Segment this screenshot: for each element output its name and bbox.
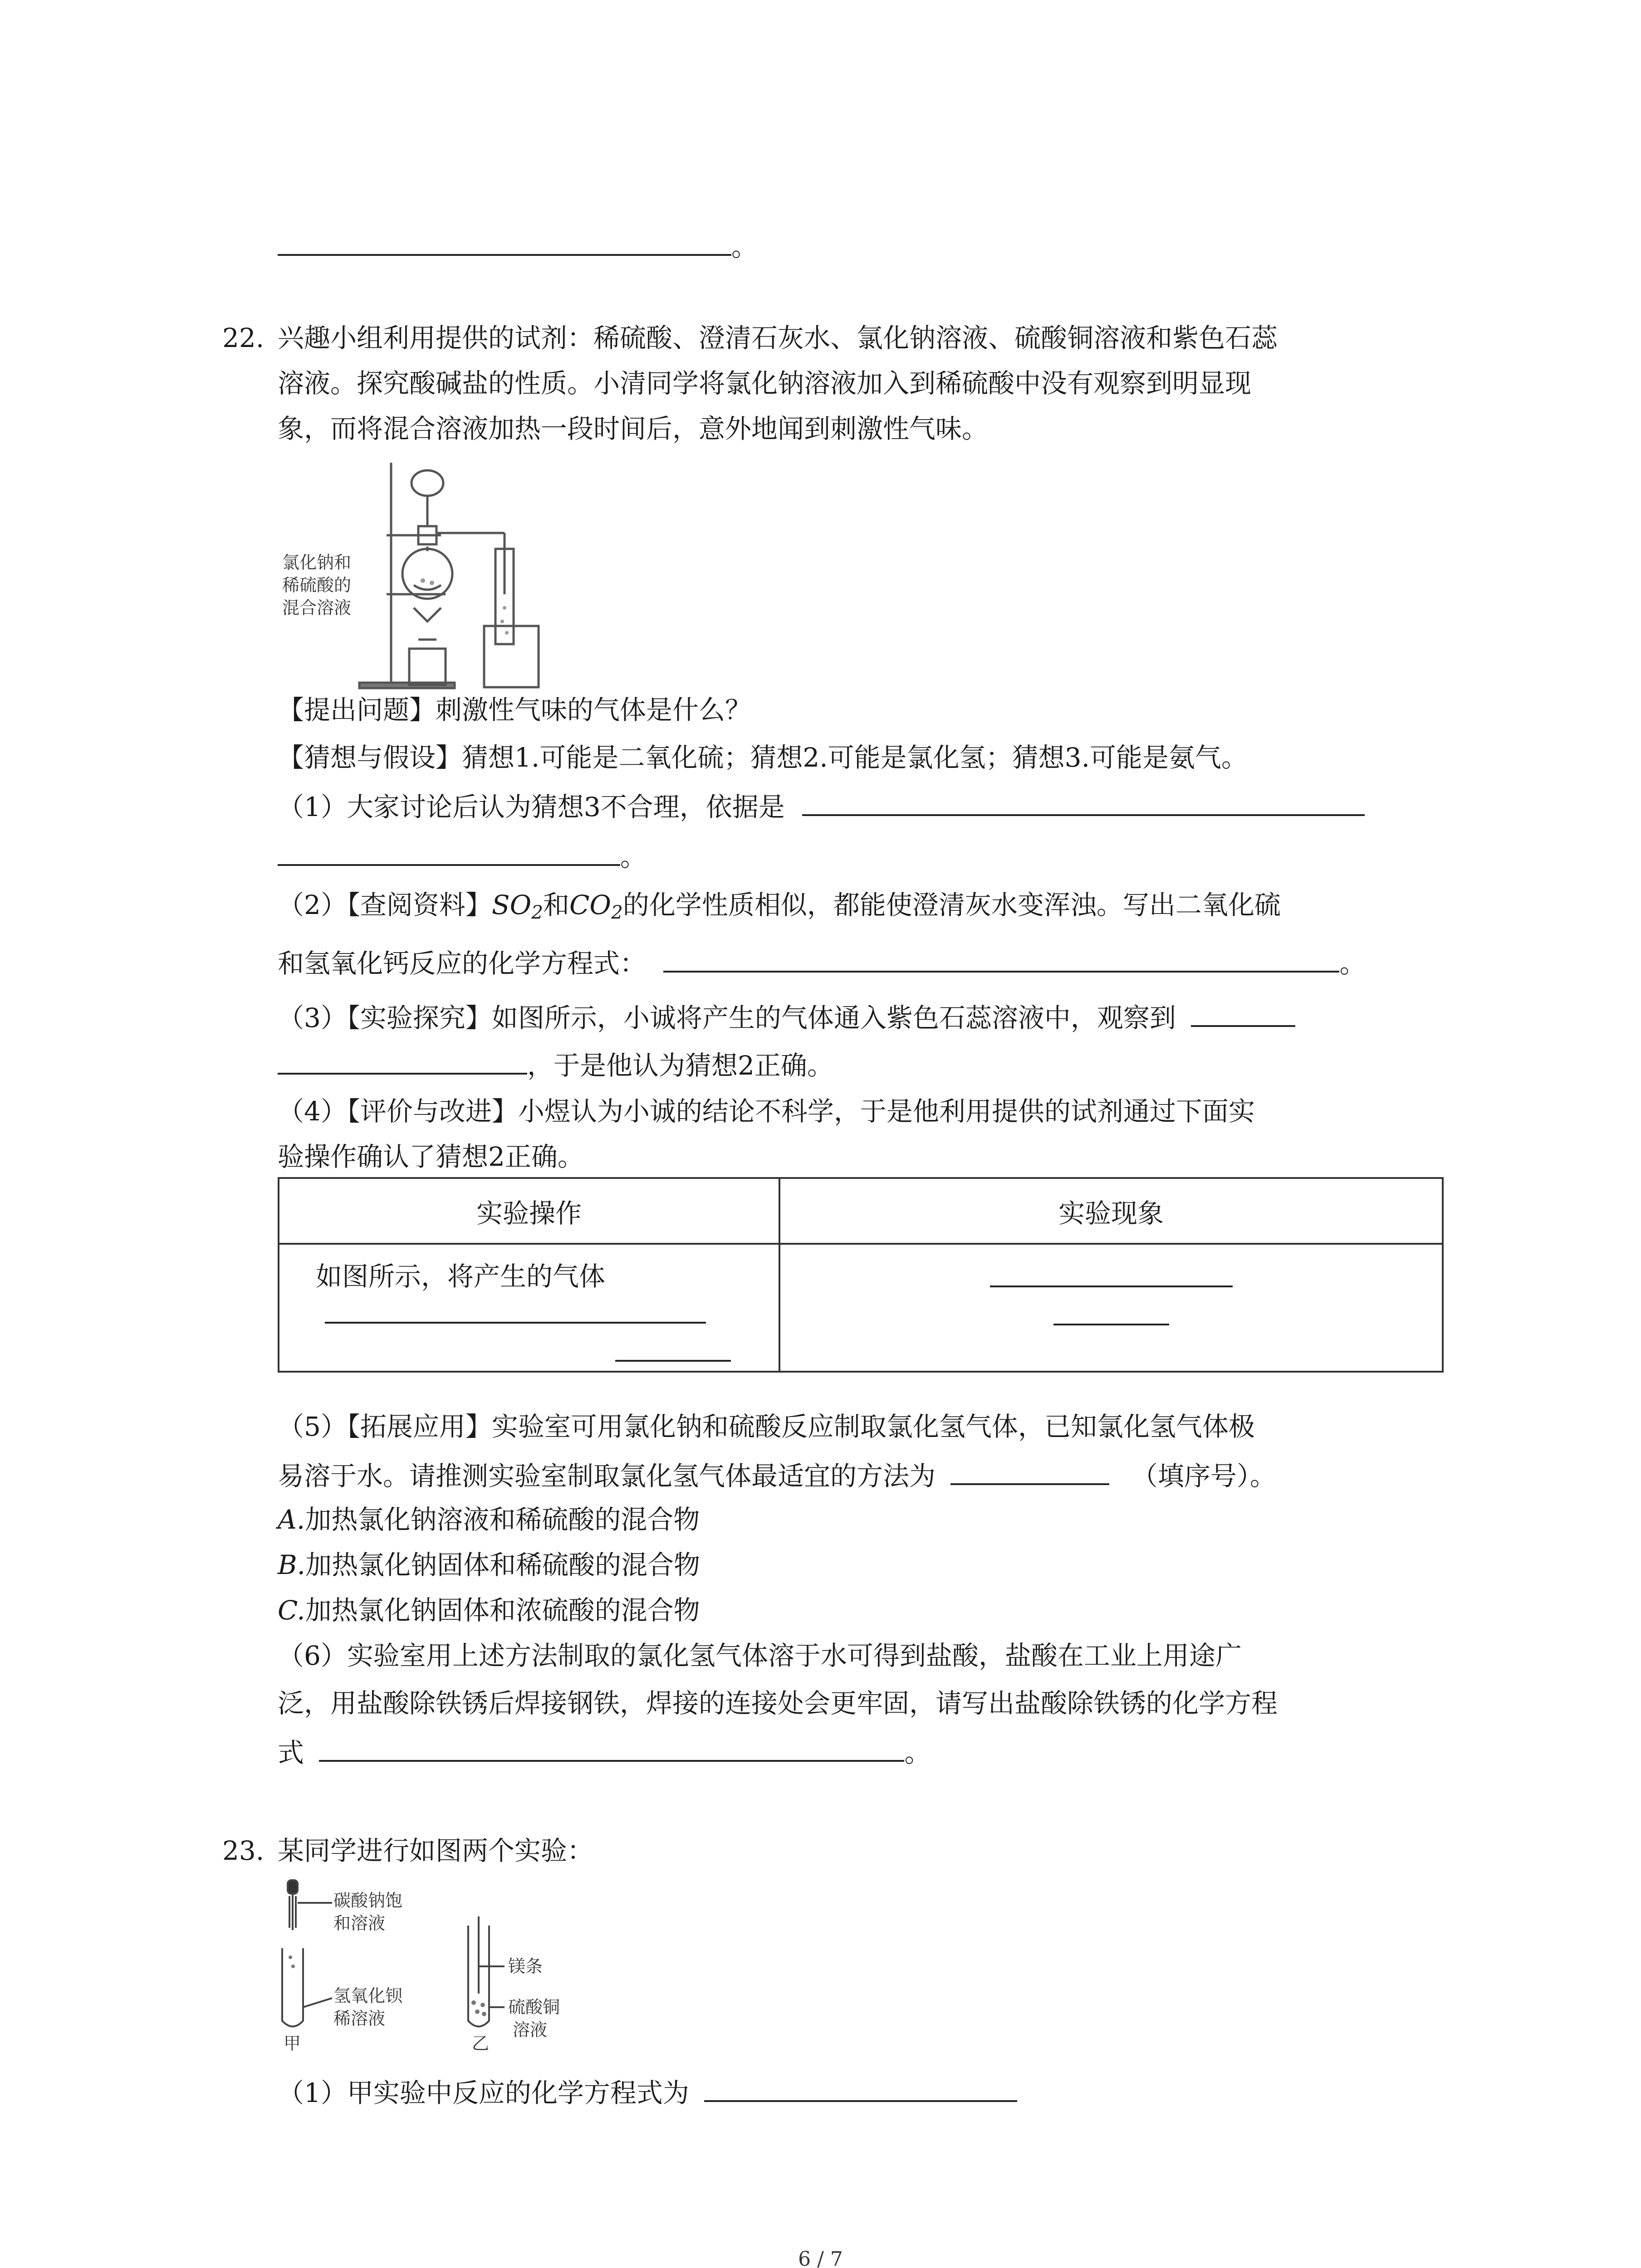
part6-line1: （6）实验室用上述方法制取的氯化氢气体溶于水可得到盐酸，盐酸在工业上用途广 — [278, 1640, 1242, 1671]
q23-intro: 某同学进行如图两个实验： — [278, 1835, 594, 1866]
part5-blank[interactable] — [950, 1456, 1109, 1485]
part2-line1 — [278, 887, 1281, 930]
figure-label-line3: 混合溶液 — [282, 598, 352, 618]
part5-text: 易溶于水。请推测实验室制取氯化氢气体最适宜的方法为 — [278, 1461, 936, 1491]
part3-blank-b[interactable] — [278, 1046, 527, 1075]
part2-line2 — [278, 943, 1366, 982]
figure-label-line2: 稀硫酸的 — [282, 575, 352, 595]
operation-blank-b[interactable] — [615, 1333, 731, 1362]
jia-bottom-label-1: 氢氧化钡 — [333, 1986, 403, 2006]
part1-line — [278, 787, 1365, 825]
q23-part1-text: （1）甲实验中反应的化学方程式为 — [278, 2077, 689, 2108]
yi-bottom-label-2: 溶液 — [513, 2020, 548, 2040]
part3-text2: ，于是他认为猜想2正确。 — [527, 1050, 833, 1081]
part5-line1: （5）【拓展应用】实验室可用氯化钠和硫酸反应制取氯化氢气体，已知氯化氢气体极 — [278, 1411, 1255, 1442]
part5-line2 — [278, 1456, 1276, 1494]
q22-intro-line1: 兴趣小组利用提供的试剂：稀硫酸、澄清石灰水、氯化钠溶液、硫酸铜溶液和紫色石蕊 — [278, 323, 1278, 353]
hypothesis-statement: 【猜想与假设】猜想1.可能是二氧化硫；猜想2.可能是氯化氢；猜想3.可能是氨气。 — [278, 742, 1248, 773]
phenomenon-blank-b[interactable] — [1053, 1296, 1169, 1325]
part4-line1: （4）【评价与改进】小煜认为小诚的结论不科学，于是他利用提供的试剂通过下面实 — [278, 1096, 1255, 1127]
option-b: B.加热氯化钠固体和稀硫酸的混合物 — [278, 1549, 700, 1580]
part6-blank[interactable] — [319, 1733, 904, 1762]
page-number: 6 / 7 — [798, 2248, 843, 2268]
q23-part1-blank[interactable] — [704, 2073, 1017, 2102]
jia-top-label-2: 和溶液 — [333, 1913, 386, 1933]
fill-number-hint: （填序号）。 — [1131, 1461, 1276, 1491]
table-cell-phenomenon — [779, 1244, 1443, 1372]
problem-statement: 【提出问题】刺激性气味的气体是什么？ — [278, 694, 752, 725]
part3-blank-a[interactable] — [1191, 998, 1295, 1027]
so2-formula: $SO_2$ — [491, 890, 544, 924]
option-c: C.加热氯化钠固体和浓硫酸的混合物 — [278, 1595, 700, 1626]
test-tubes-figure — [278, 1876, 604, 2048]
phenomenon-blank-a[interactable] — [990, 1258, 1233, 1287]
yi-label: 乙 — [472, 2033, 490, 2053]
figure-label-line1: 氯化钠和 — [282, 552, 352, 572]
q23-number: 23. — [222, 1835, 265, 1866]
period: 。 — [620, 841, 647, 872]
operation-text: 如图所示，将产生的气体 — [316, 1261, 606, 1292]
part3-text: （3）【实验探究】如图所示，小诚将产生的气体通入紫色石蕊溶液中，观察到 — [278, 1002, 1176, 1033]
part6-text: 式 — [278, 1737, 304, 1768]
conjunction: 和 — [543, 890, 570, 920]
part3-line2 — [278, 1046, 833, 1084]
q22-intro-line2: 溶液。探究酸碱盐的性质。小清同学将氯化钠溶液加入到稀硫酸中没有观察到明显现 — [278, 368, 1252, 399]
part2-blank[interactable] — [663, 943, 1339, 973]
q23-part1-line — [278, 2073, 1017, 2111]
table-cell-operation — [279, 1244, 779, 1372]
part1-blank-b[interactable] — [278, 837, 620, 866]
answer-blank[interactable] — [278, 227, 731, 256]
part6-line3 — [278, 1733, 931, 1771]
period: 。 — [904, 1737, 931, 1768]
yi-top-label: 镁条 — [508, 1956, 543, 1976]
yi-bottom-label-1: 硫酸铜 — [508, 1997, 560, 2017]
part2-text: 的化学性质相似，都能使澄清灰水变浑浊。写出二氧化硫 — [622, 890, 1281, 920]
jia-bottom-label-2: 稀溶液 — [333, 2009, 386, 2028]
q22-intro-line3: 象，而将混合溶液加热一段时间后，意外地闻到刺激性气味。 — [278, 413, 989, 444]
co2-formula: $CO_2$ — [569, 890, 623, 924]
table-header-operation: 实验操作 — [279, 1178, 779, 1244]
part1-blank-a[interactable] — [802, 787, 1365, 816]
part4-line2: 验操作确认了猜想2正确。 — [278, 1141, 584, 1172]
q22-number: 22. — [222, 323, 265, 353]
part6-line2: 泛，用盐酸除铁锈后焊接钢铁，焊接的连接处会更牢固，请写出盐酸除铁锈的化学方程 — [278, 1688, 1278, 1719]
part2-text2: 和氢氧化钙反应的化学方程式： — [278, 948, 647, 979]
jia-top-label-1: 碳酸钠饱 — [333, 1891, 403, 1911]
part3-line1 — [278, 998, 1295, 1036]
experiment-table — [278, 1177, 1444, 1373]
table-header-phenomenon: 实验现象 — [779, 1178, 1443, 1244]
operation-blank-a[interactable] — [325, 1295, 706, 1324]
part1-line2 — [278, 837, 647, 875]
prev-answer-line — [278, 227, 758, 265]
period: 。 — [1339, 948, 1366, 979]
jia-label: 甲 — [284, 2033, 301, 2053]
part2-label: （2）【查阅资料】 — [278, 890, 492, 920]
option-a: A.加热氯化钠溶液和稀硫酸的混合物 — [278, 1504, 700, 1535]
period: 。 — [731, 231, 758, 262]
part1-text: （1）大家讨论后认为猜想3不合理，依据是 — [278, 792, 785, 822]
